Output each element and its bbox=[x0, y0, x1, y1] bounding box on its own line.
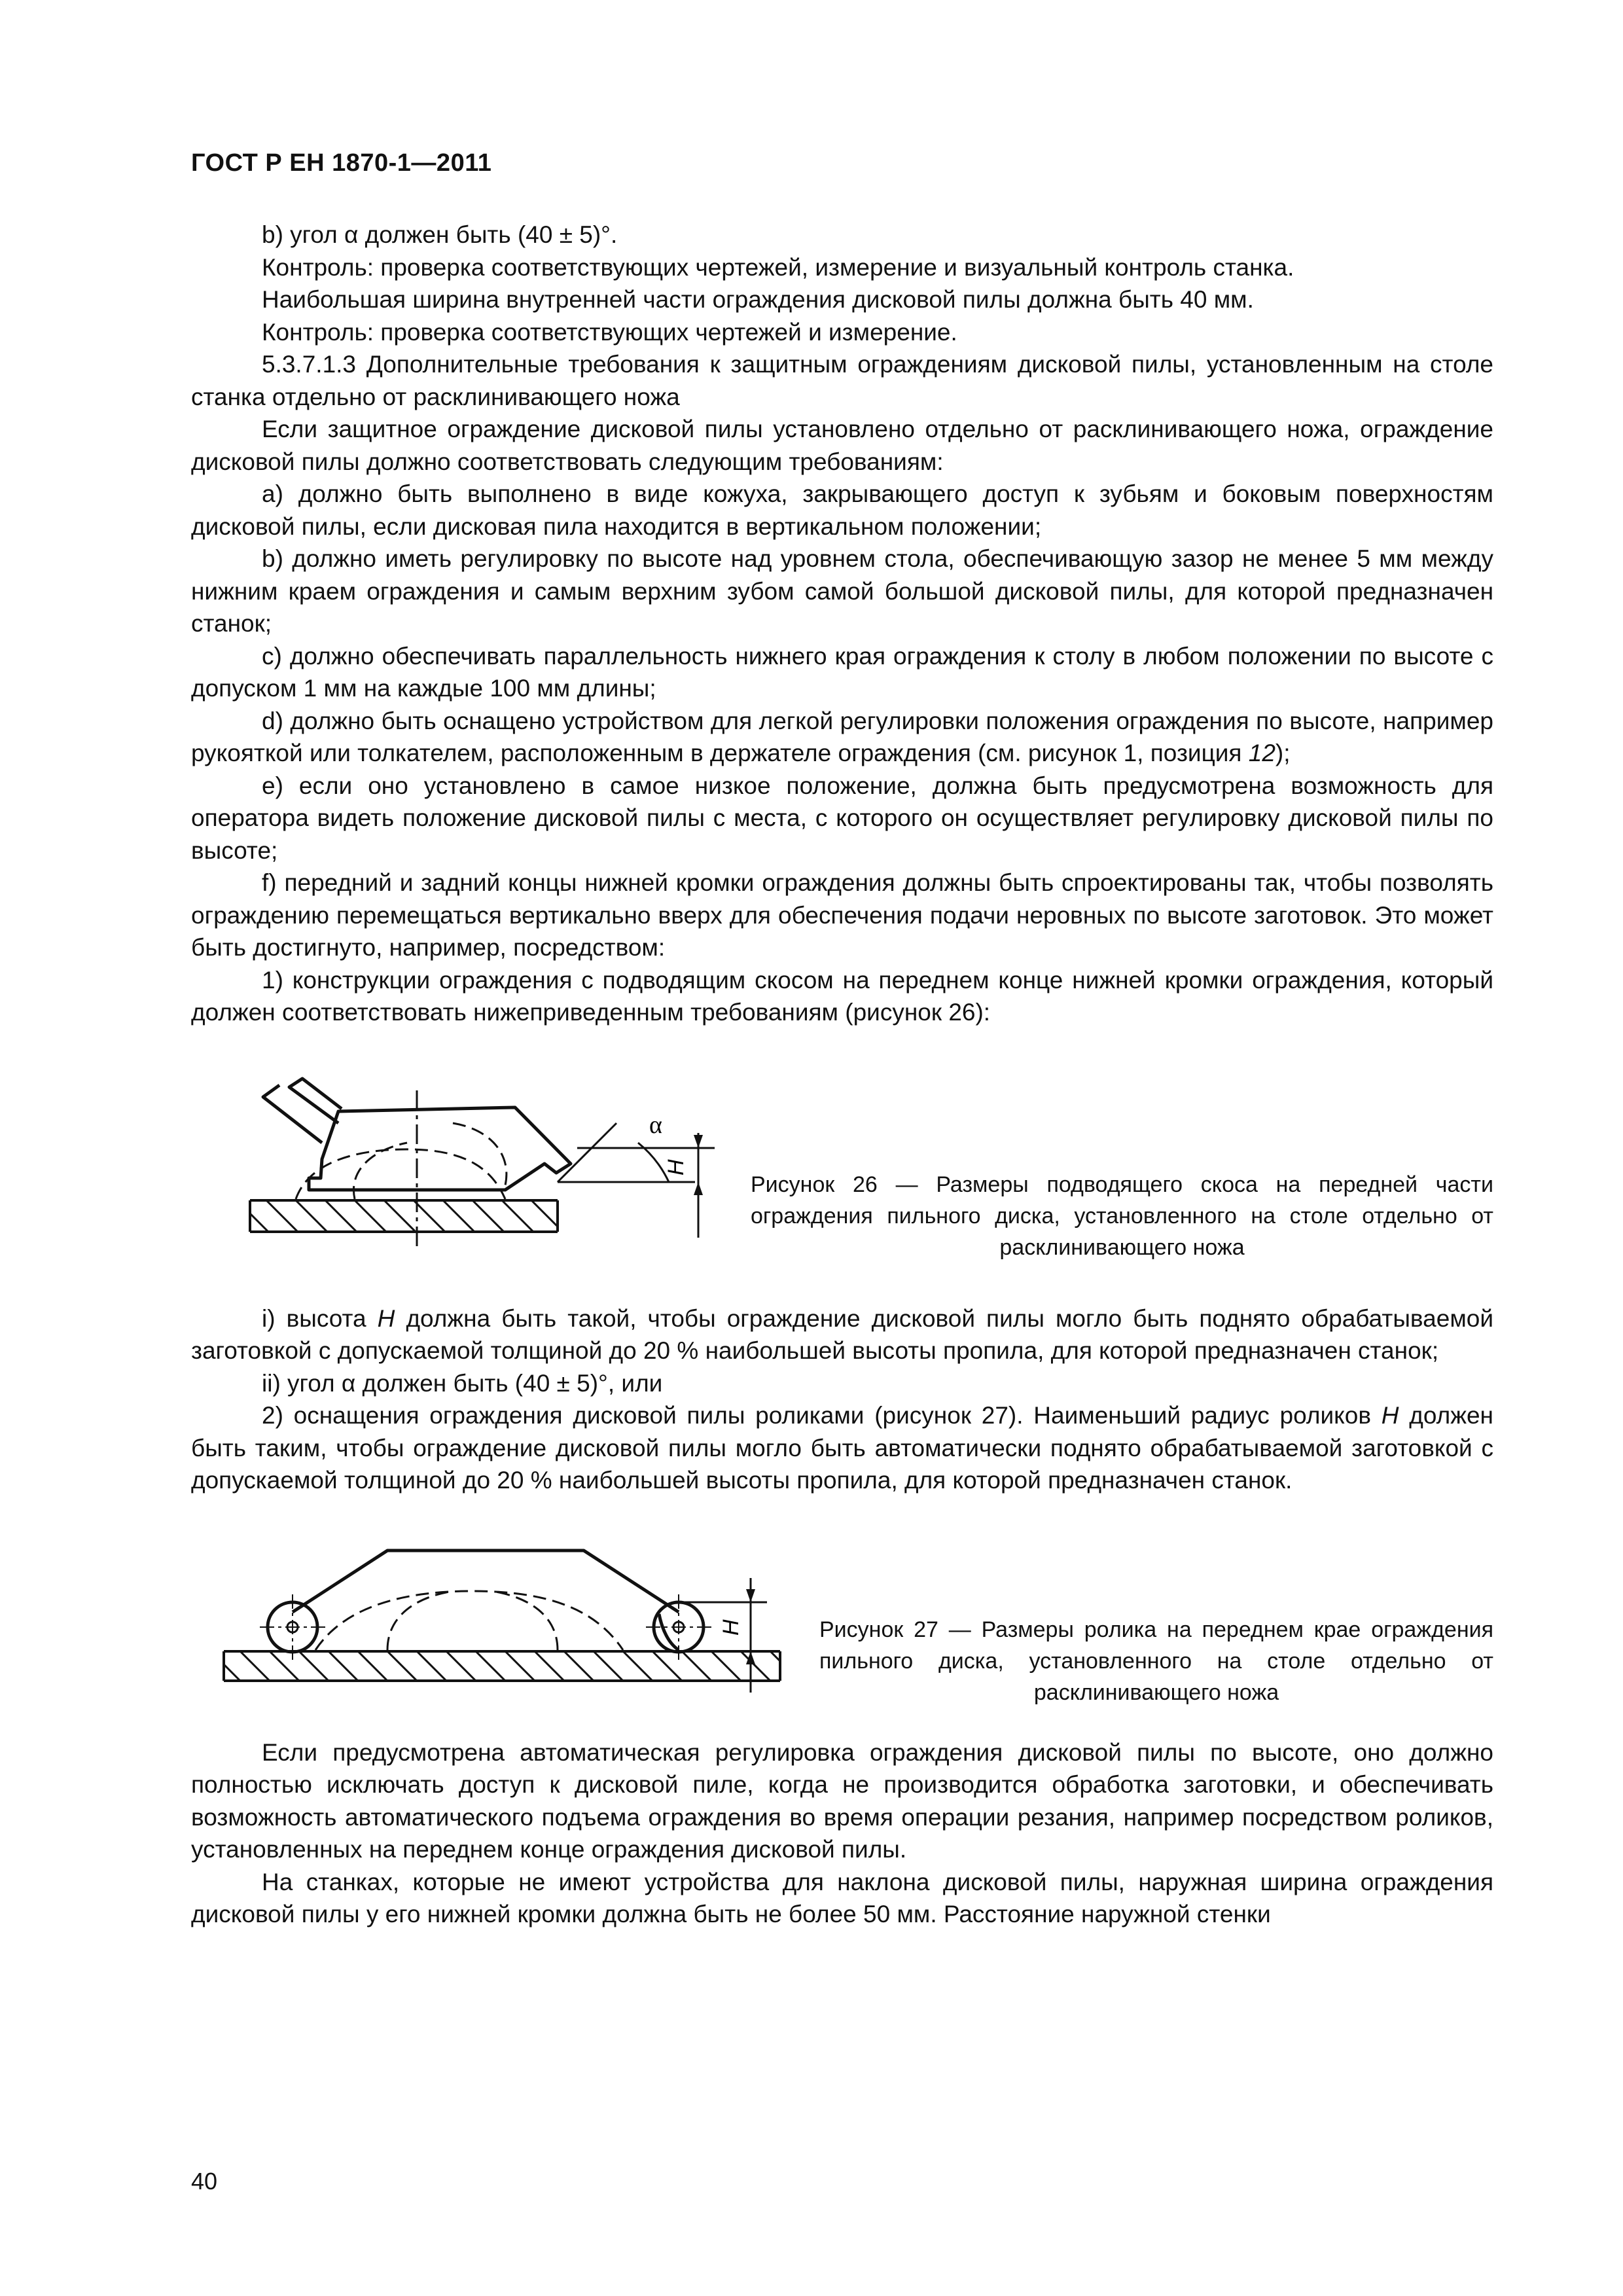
list-item-d bbox=[191, 705, 1493, 770]
figure-26-h-label: H bbox=[664, 1158, 688, 1175]
figure-27-drawing bbox=[191, 1539, 793, 1702]
figure-26-caption: Рисунок 26 — Размеры подводящего скоса на передней части ограждения пильного диска, установленного на столе отдельно от расклинивающего ножа bbox=[751, 1172, 1493, 1260]
item-d-tail: ); bbox=[1275, 740, 1291, 766]
figure-27-h-label: H bbox=[719, 1619, 743, 1636]
item-2-var: H bbox=[1381, 1402, 1399, 1429]
list-item-b: b) должно иметь регулировку по высоте над уровнем стола, обеспечивающую зазор не менее 5 мм между нижним краем ограждения и самым верхним зубом самой большой дисковой пилы, для которой предназначен станок; bbox=[191, 545, 1493, 637]
page-body bbox=[191, 219, 1493, 1931]
paragraph: Если защитное ограждение дисковой пилы установлено отдельно от расклинивающего ножа, ограждение дисковой пилы должно соответствовать следующим требованиям: bbox=[191, 416, 1493, 475]
list-item-e: e) если оно установлено в самое низкое положение, должна быть предусмотрена возможность для оператора видеть положение дисковой пилы с места, с которого он осуществляет регулировку дисковой пилы по высоте; bbox=[191, 772, 1493, 864]
list-item-ii: ii) угол α должен быть (40 ± 5)°, или bbox=[262, 1369, 663, 1397]
item-2-text: 2) оснащения ограждения дисковой пилы роликами (рисунок 27). Наименьший радиус роликов bbox=[262, 1402, 1382, 1429]
paragraph: Наибольшая ширина внутренней части ограждения дисковой пилы должна быть 40 мм. bbox=[262, 286, 1254, 313]
paragraph: Контроль: проверка соответствующих чертежей, измерение и визуальный контроль станка. bbox=[262, 253, 1294, 281]
list-item-2 bbox=[191, 1399, 1493, 1497]
list-item-c: c) должно обеспечивать параллельность нижнего края ограждения к столу в любом положении по высоте с допуском 1 мм на каждые 100 мм длины; bbox=[191, 642, 1493, 702]
document-header: ГОСТ Р ЕН 1870-1—2011 bbox=[191, 149, 492, 177]
paragraph: Контроль: проверка соответствующих чертежей и измерение. bbox=[262, 318, 957, 346]
list-item-a: a) должно быть выполнено в виде кожуха, закрывающего доступ к зубьям и боковым поверхностям дисковой пилы, если дисковая пила находится в вертикальном положении; bbox=[191, 480, 1493, 540]
figure-27-caption: Рисунок 27 — Размеры ролика на переднем крае ограждения пильного диска, установленного на столе отдельно от расклинивающего ножа bbox=[819, 1617, 1493, 1705]
item-2-tail: должен быть таким, чтобы ограждение дисковой пилы могло быть автоматически поднято обрабатываемой заготовкой с допускаемой толщиной до 20 % наибольшей высоты пропила, для которой предназначен станок. bbox=[191, 1402, 1493, 1494]
item-d-position: 12 bbox=[1248, 740, 1275, 766]
figure-26-alpha-label: α bbox=[649, 1111, 662, 1139]
item-i-var: H bbox=[377, 1304, 395, 1332]
figure-26 bbox=[191, 1071, 1493, 1267]
item-i-tail: должна быть такой, чтобы ограждение дисковой пилы могло быть поднято обрабатываемой заготовкой с допускаемой толщиной до 20 % наибольшей высоты пропила, для которой предназначен станок; bbox=[191, 1304, 1494, 1364]
list-item-i bbox=[191, 1302, 1493, 1367]
list-item-f: f) передний и задний концы нижней кромки ограждения должны быть спроектированы так, чтобы позволять ограждению перемещаться вертикально вверх для обеспечения подачи неровных по высоте заготовок. Это может быть достигнуто, например, посредством: bbox=[191, 869, 1493, 961]
figure-26-drawing bbox=[191, 1071, 728, 1267]
paragraph: На станках, которые не имеют устройства для наклона дисковой пилы, наружная ширина ограждения дисковой пилы у его нижней кромки должна быть не более 50 мм. Расстояние наружной стенки bbox=[191, 1868, 1493, 1928]
figure-27 bbox=[191, 1539, 1493, 1705]
paragraph: Если предусмотрена автоматическая регулировка ограждения дисковой пилы по высоте, оно должно полностью исключать доступ к дисковой пиле, когда не производится обработка заготовки, и обеспечивать возможность автоматического подъема ограждения во время операции резания, например посредством роликов, установленных на переднем конце ограждения дисковой пилы. bbox=[191, 1738, 1493, 1863]
paragraph: b) угол α должен быть (40 ± 5)°. bbox=[262, 221, 618, 248]
item-d-text: d) должно быть оснащено устройством для легкой регулировки положения ограждения по высоте, например рукояткой или толкателем, расположенным в держателе ограждения (см. рисунок 1, позиция bbox=[191, 707, 1493, 766]
section-heading-5-3-7-1-3: 5.3.7.1.3 Дополнительные требования к защитным ограждениям дисковой пилы, установленным на столе станка отдельно от расклинивающего ножа bbox=[191, 351, 1493, 410]
item-i-text: i) высота bbox=[262, 1304, 378, 1332]
list-item-1: 1) конструкции ограждения с подводящим скосом на переднем конце нижней кромки ограждения, который должен соответствовать нижеприведенным требованиям (рисунок 26): bbox=[191, 966, 1493, 1026]
page-number: 40 bbox=[191, 2168, 218, 2195]
